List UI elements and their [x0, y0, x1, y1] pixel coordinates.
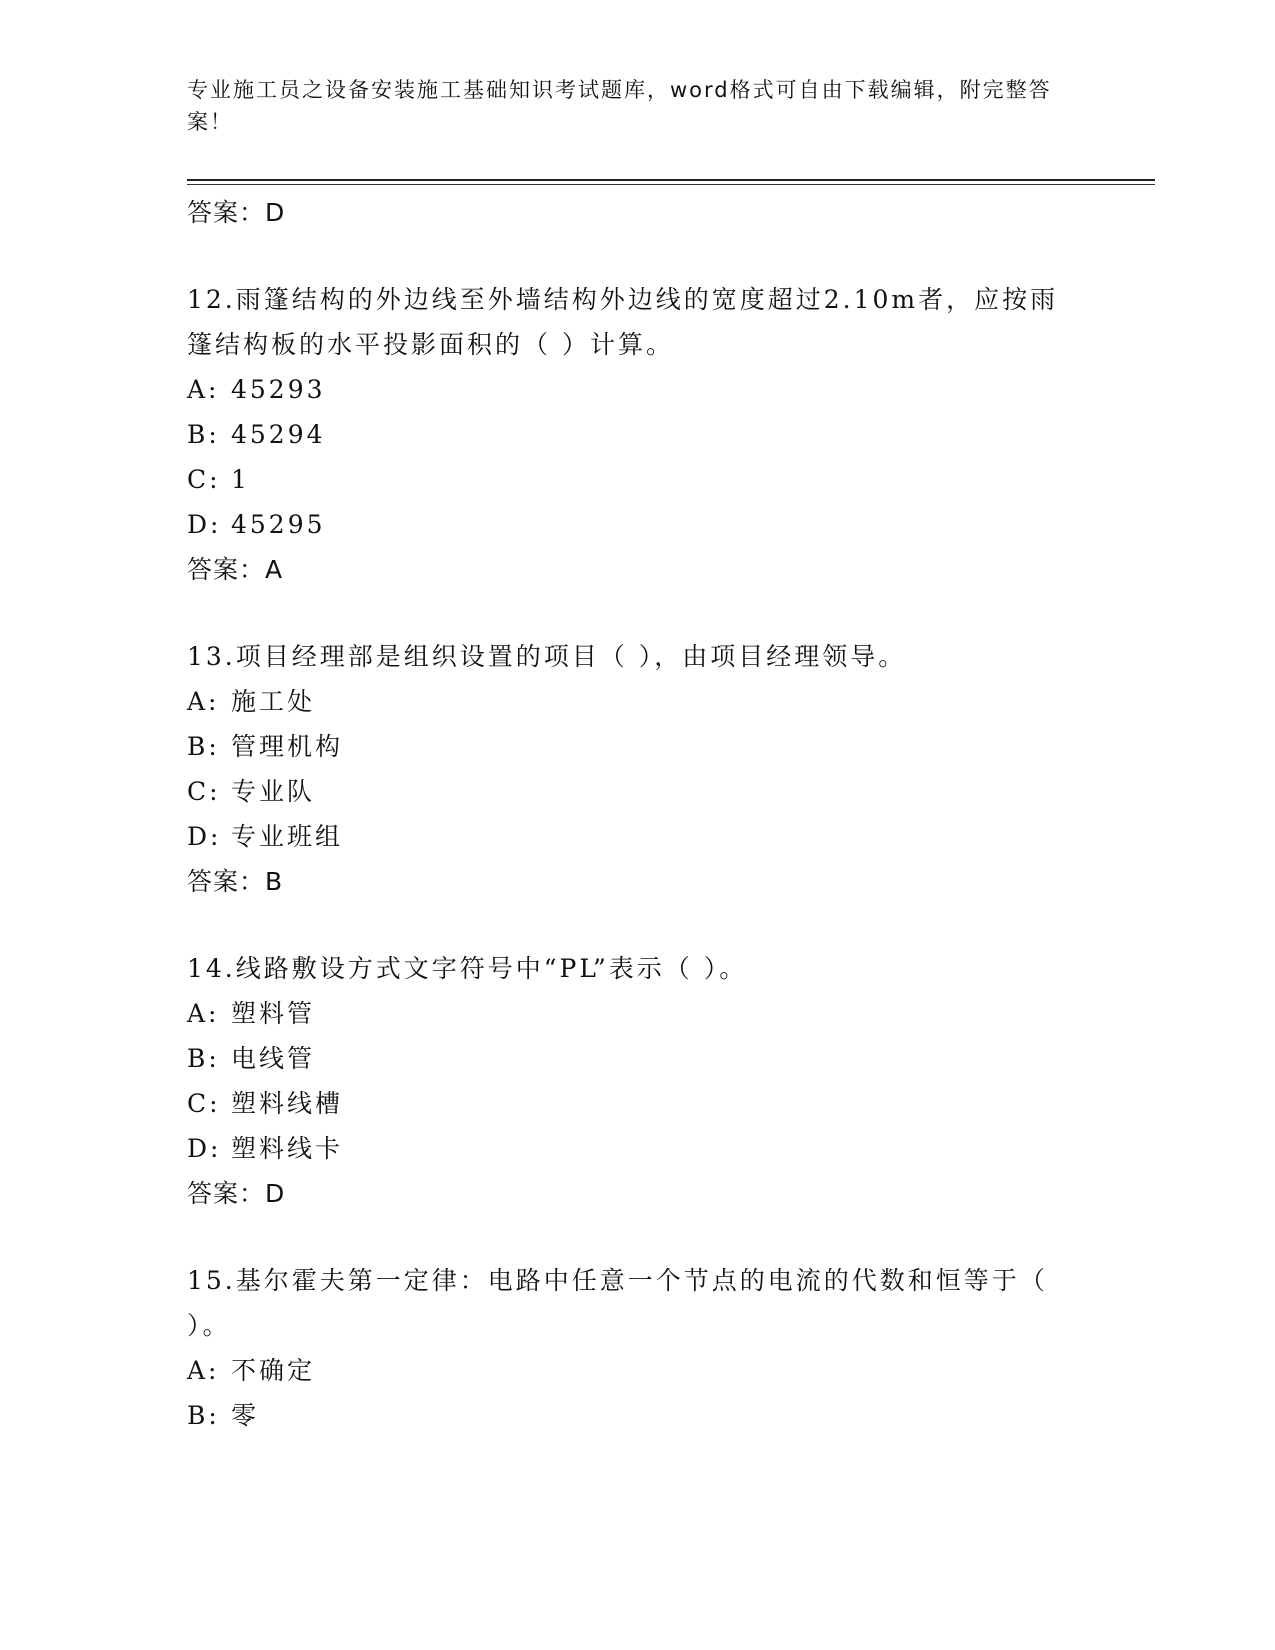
option-text: 管理机构	[231, 732, 344, 761]
question-15	[187, 1258, 1087, 1438]
option-b	[187, 1036, 1087, 1081]
option-b	[187, 412, 1087, 457]
option-letter: B:	[187, 1044, 220, 1073]
option-text: 电线管	[231, 1044, 316, 1073]
answer-line: 答案：D	[187, 198, 286, 227]
option-text: 塑料管	[231, 999, 316, 1028]
option-letter: A:	[187, 999, 220, 1028]
option-d	[187, 502, 1087, 547]
option-letter: C:	[187, 777, 221, 806]
option-d	[187, 1126, 1087, 1171]
option-letter: B:	[187, 732, 220, 761]
option-letter: C:	[187, 1089, 221, 1118]
question-12	[187, 277, 1087, 593]
answer-line: 答案：B	[187, 867, 284, 896]
question-list	[187, 190, 1087, 1438]
option-a	[187, 679, 1087, 724]
option-a	[187, 367, 1087, 412]
page-header: 专业施工员之设备安装施工基础知识考试题库，word格式可自由下载编辑，附完整答案！	[187, 78, 1052, 134]
option-c	[187, 457, 1087, 502]
option-c	[187, 769, 1087, 814]
option-letter: D:	[187, 510, 222, 539]
option-text: 塑料线槽	[231, 1089, 344, 1118]
option-text: 专业班组	[231, 822, 344, 851]
option-text: 45294	[231, 420, 326, 449]
question-text: 14.线路敷设方式文字符号中“PL”表示（ ）。	[187, 954, 748, 983]
question-13	[187, 634, 1087, 905]
option-text: 不确定	[231, 1356, 316, 1385]
option-text: 零	[231, 1401, 260, 1430]
question-14	[187, 946, 1087, 1217]
option-b	[187, 724, 1087, 769]
option-letter: B:	[187, 1401, 220, 1430]
option-text: 45295	[231, 510, 326, 539]
option-text: 45293	[231, 375, 326, 404]
header-rule-thin	[187, 184, 1155, 185]
option-text: 1	[231, 465, 250, 494]
option-text: 塑料线卡	[231, 1134, 344, 1163]
option-b	[187, 1393, 1087, 1438]
answer-line: 答案：D	[187, 1179, 286, 1208]
option-c	[187, 1081, 1087, 1126]
option-a	[187, 1348, 1087, 1393]
question-text: 15.基尔霍夫第一定律：电路中任意一个节点的电流的代数和恒等于（ ）。	[187, 1266, 1048, 1340]
option-text: 施工处	[231, 687, 316, 716]
option-letter: A:	[187, 687, 220, 716]
question-text: 13.项目经理部是组织设置的项目（ ），由项目经理领导。	[187, 642, 907, 671]
option-letter: B:	[187, 420, 220, 449]
option-letter: D:	[187, 822, 222, 851]
option-letter: D:	[187, 1134, 222, 1163]
option-letter: A:	[187, 1356, 220, 1385]
option-a	[187, 991, 1087, 1036]
option-letter: C:	[187, 465, 221, 494]
option-text: 专业队	[231, 777, 316, 806]
option-d	[187, 814, 1087, 859]
answer-line: 答案：A	[187, 555, 284, 584]
option-letter: A:	[187, 375, 220, 404]
question-text: 12.雨篷结构的外边线至外墙结构外边线的宽度超过2.10m者，应按雨篷结构板的水平投影面积的（ ）计算。	[187, 285, 1059, 359]
header-rule-thick	[187, 179, 1155, 181]
